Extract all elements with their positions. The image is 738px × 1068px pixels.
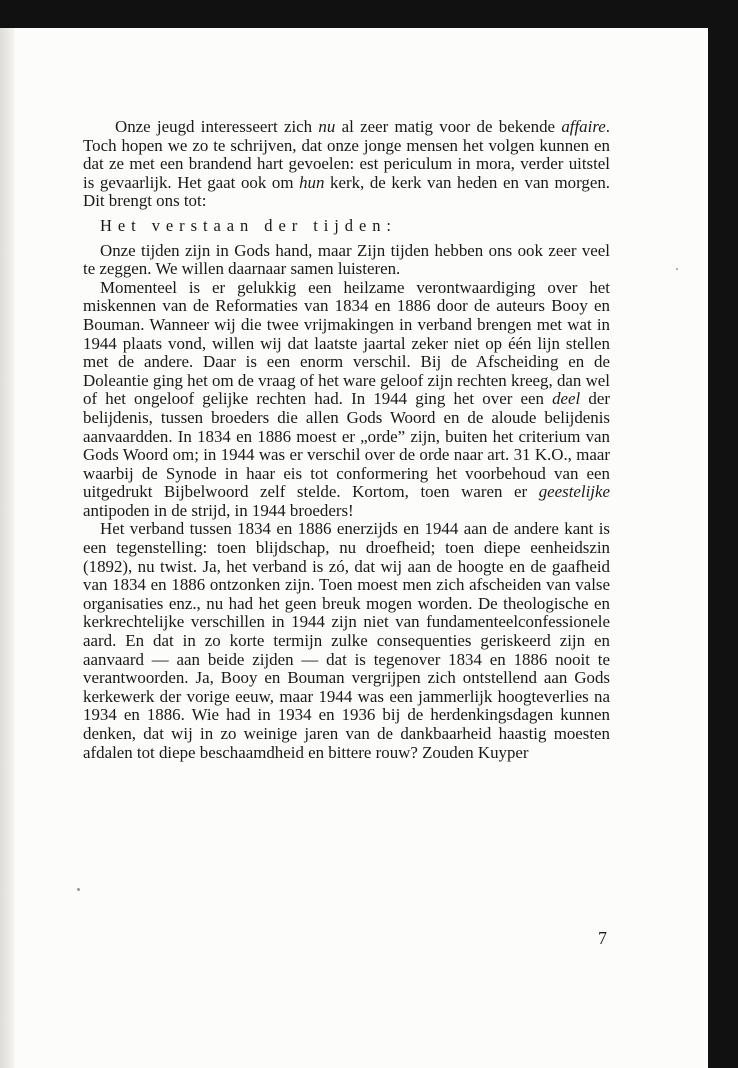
paragraph-3-part-2: der belijdenis, tussen broeders die allen Gods Woord en de aloude belijdenis aanvaardden. In 1834 en 1886 moest er „orde” zijn, buiten het criterium van Gods Woord om; in 1944 was er verschil over de orde naar art. 31 K.O., maar waarbij de Synode in haar eis tot conformering het voorbehoud van een uitgedrukt Bijbelwoord zelf stelde. Kortom, toen waren er	[83, 389, 610, 502]
emphasis-deel: deel	[552, 389, 581, 409]
paragraph-2: Onze tijden zijn in Gods hand, maar Zijn tijden hebben ons ook zeer veel te zeggen. We willen daarnaar samen luisteren.	[83, 240, 610, 279]
paragraph-3	[83, 279, 610, 521]
paragraph-1-part-3: . Toch hopen we zo te schrijven, dat onze jonge mensen het volgen kunnen en dat ze met een brandend hart gevoelen: est periculum in mora, verder uitstel is gevaarlijk. Het gaat ook om	[83, 117, 610, 192]
body-text	[83, 118, 610, 762]
paragraph-3-part-3: antipoden in de strijd, in 1944 broeders!	[83, 500, 354, 520]
paragraph-1-part-4: kerk, de kerk van heden en van morgen. Dit brengt ons tot:	[83, 172, 610, 211]
emphasis-geestelijke: geestelijke	[538, 482, 610, 502]
section-heading: Het verstaan der tijden:	[100, 215, 397, 235]
paragraph-1-part-2: al zeer matig voor de bekende	[335, 117, 562, 136]
page-left-shadow	[0, 28, 14, 1068]
paragraph-3-part-1: Momenteel is er gelukkig een heilzame verontwaardiging over het miskennen van de Reformaties van 1834 en 1886 door de auteurs Booy en Bouman. Wanneer wij die twee vrijmakingen in verband brengen met wat in 1944 plaats vond, willen wij dat laatste jaartal zeker niet op één lijn stellen met de andere. Daar is een enorm verschil. Bij de Afscheiding en de Doleantie ging het om de vraag of het ware geloof zijn rechten kreeg, dan wel of het ongeloof gelijke rechten had. In 1944 ging het over een	[83, 277, 610, 409]
emphasis-nu: nu	[318, 117, 336, 136]
page-number: 7	[598, 928, 607, 948]
scan-top-border	[0, 0, 738, 28]
scan-speck	[676, 268, 678, 270]
paragraph-4: Het verband tussen 1834 en 1886 enerzijds en 1944 aan de andere kant is een tegenstelling: toen blijdschap, nu droefheid; toen diepe eenheidszin (1892), nu twist. Ja, het verband is zó, dat wij aan de hoogte en de gaafheid van 1834 en 1886 ontzonken zijn. Toen moest men zich afscheiden van valse organisaties enz., nu had het geen breuk mogen worden. De theologische en kerkrechtelijke verschillen in 1944 zijn niet van fundamenteelconfessionele aard. En dat in zo korte termijn zulke consequenties geriskeerd zijn en aanvaard — aan beide zijden — dat is tegenover 1834 en 1886 nooit te verantwoorden. Ja, Booy en Bouman vergrijpen zich ontstellend aan Gods kerkewerk der vorige eeuw, maar 1944 was een jammerlijk hoogteverlies na 1934 en 1886. Wie had in 1934 en 1936 bij de herdenkingsdagen kunnen denken, dat wij in zo weinige jaren van de dankbaarheid haastig moesten afdalen tot diepe beschaamdheid en bittere rouw? Zouden Kuyper	[83, 519, 610, 762]
emphasis-hun: hun	[299, 172, 325, 192]
emphasis-affaire: affaire	[561, 117, 606, 136]
paragraph-1-part-1: Onze jeugd interesseert zich	[115, 117, 319, 136]
scan-right-border	[708, 0, 738, 1068]
scan-speck	[77, 888, 80, 891]
paragraph-1	[83, 118, 610, 211]
